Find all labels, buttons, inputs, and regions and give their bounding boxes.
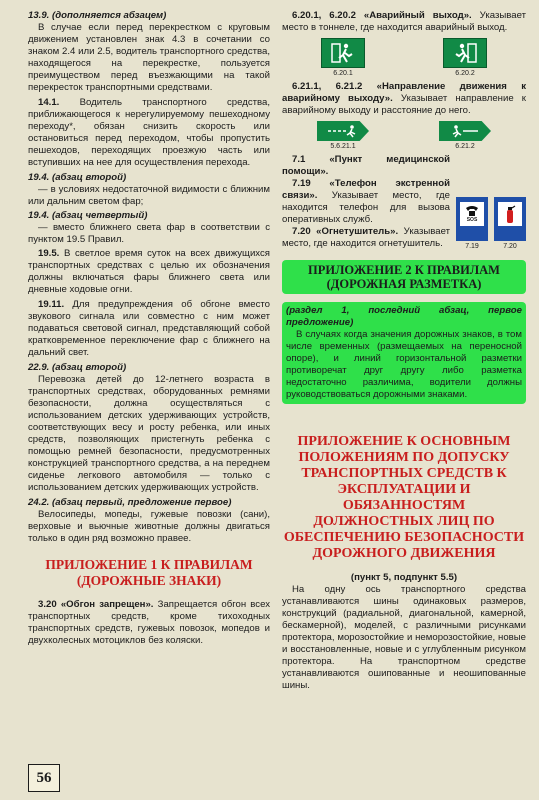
sign-6-20-1 xyxy=(321,38,365,77)
section-block xyxy=(282,226,450,250)
section-heading: 24.2. (абзац первый, предложение первое) xyxy=(28,497,232,508)
emergency-exit-signs xyxy=(282,38,526,77)
section-block xyxy=(28,599,270,647)
section-block xyxy=(28,248,270,296)
section-text: Указывает место, где находится огнетушитель. xyxy=(282,226,450,249)
running-man-icon xyxy=(321,38,365,68)
service-signs xyxy=(456,154,526,250)
sign-6-21-1 xyxy=(317,121,369,150)
sign-caption: 5.6.21.1 xyxy=(330,143,356,150)
section-heading: 6.20.1, 6.20.2 «Аварийный выход». xyxy=(292,10,472,21)
sign-6-20-2 xyxy=(443,38,487,77)
page-number: 56 xyxy=(28,764,60,792)
direction-arrow-icon xyxy=(317,121,369,141)
appendix-2-subtitle: (раздел 1, последний абзац, первое предложение) xyxy=(286,305,522,328)
sign-6-21-2 xyxy=(439,121,491,150)
appendix-3-subtitle: (пункт 5, подпункт 5.5) xyxy=(350,572,458,583)
left-column xyxy=(28,10,270,647)
sign-caption: 7.20 xyxy=(503,243,517,250)
section-heading: 19.4. (абзац второй) xyxy=(28,172,127,183)
appendix-2-body xyxy=(282,302,526,404)
sign-7-19 xyxy=(456,197,488,250)
section-text: Велосипеды, мопеды, гужевые повозки (сани), верховые и вьючные животные должны двигаться только в один ряд возможно правее. xyxy=(28,509,270,544)
service-signs-block xyxy=(282,154,526,250)
section-text: Указывает направление к аварийному выходу и расстояние до него. xyxy=(282,93,526,116)
section-heading: 19.11. xyxy=(38,299,65,310)
sign-caption: 7.19 xyxy=(465,243,479,250)
running-man-icon xyxy=(443,38,487,68)
section-block xyxy=(28,97,270,169)
section-text: В светлое время суток на всех движущихся транспортных средствах с целью их обозначения должны включаться фары ближнего света или дневные ходовые огни. xyxy=(28,248,270,295)
section-heading: 22.9. (абзац второй) xyxy=(28,362,127,373)
service-signs-text xyxy=(282,154,450,250)
sos-label: SOS xyxy=(466,217,478,223)
section-heading: 3.20 «Обгон запрещен». xyxy=(38,599,154,610)
fire-extinguisher-icon xyxy=(498,202,522,226)
appendix-3-text: На одну ось транспортного средства устанавливаются шины одинаковых размеров, конструкций (радиальной, диагональной, камерной, бескамерной), моделей, с различными рисунками протектора, морозостойкие и неморозостойкие, новые и восстановленные, новые и с углубленным рисунком протектора. На транспортном средстве устанавливаются ошипованные и неошипованные шины. xyxy=(282,584,526,691)
section-block xyxy=(282,10,526,34)
section-text: В случае если перед перекрестком с круговым движением установлен знак 4.3 в сочетании со знаком 2.4 или 2.5, водитель транспортного средства, находящегося на перекрестке, пользуется преимуществом перед въезжающими на такой перекресток транспортными средствами. xyxy=(28,22,270,93)
section-heading: 7.20 «Огнетушитель». xyxy=(292,226,399,237)
section-heading: 14.1. xyxy=(38,97,60,108)
section-block xyxy=(282,81,526,117)
sign-caption: 6.21.2 xyxy=(455,143,475,150)
section-text: Водитель транспортного средства, приближающегося к нерегулируемому пешеходному переходу*, обязан снизить скорость или остановиться перед переходом, чтобы пропустить пешеходов, переходящих проезжую часть или вступивших на нее для осуществления перехода. xyxy=(28,97,271,168)
section-heading: 19.4. (абзац четвертый) xyxy=(28,210,148,221)
section-heading: 13.9. (дополняется абзацем) xyxy=(28,10,167,21)
appendix-3-title: ПРИЛОЖЕНИЕ К ОСНОВНЫМ ПОЛОЖЕНИЯМ ПО ДОПУСКУ ТРАНСПОРТНЫХ СРЕДСТВ К ЭКСПЛУАТАЦИИ И ОБЯЗАННОСТЯМ ДОЛЖНОСТНЫХ ЛИЦ ПО ОБЕСПЕЧЕНИЮ БЕЗОПАСНОСТИ ДОРОЖНОГО ДВИЖЕНИЯ xyxy=(283,434,525,561)
direction-arrow-icon xyxy=(439,121,491,141)
sign-caption: 6.20.2 xyxy=(455,70,475,77)
sign-7-20 xyxy=(494,197,526,250)
phone-icon xyxy=(460,202,484,226)
section-block xyxy=(282,178,450,226)
sign-caption: 6.20.1 xyxy=(333,70,353,77)
section-text: Указывает место, где находится телефон для вызова оперативных служб. xyxy=(282,190,450,225)
section-text: Перевозка детей до 12-летнего возраста в транспортных средствах, оборудованных ремнями безопасности, должна осуществляться с использованием детских удерживающих устройств, соответствующих весу и росту ребенка, или иных средств, позволяющих пристегнуть ребенка с помощью ремней безопасности, предусмотренных конструкцией транспортного средства, а на переднем сиденье легкового автомобиля — только с использованием детских удерживающих устройств. xyxy=(28,374,270,493)
section-heading: 19.5. xyxy=(38,248,60,259)
section-text: — в условиях недостаточной видимости с ближним или дальним светом фар; xyxy=(28,184,270,207)
section-heading: 6.21.1, 6.21.2 «Направление движения к аварийному выходу». xyxy=(282,81,526,104)
section-text: Запрещается обгон всех транспортных средств, кроме тихоходных транспортных средств, гужевых повозок, мопедов и двухколесных мотоциклов без коляски. xyxy=(28,599,271,646)
section-heading: 7.1 «Пункт медицинской помощи». xyxy=(282,154,450,177)
section-text: Для предупреждения об обгоне вместо звукового сигнала или совместно с ним может подаваться световой сигнал, представляющий собой кратковременное переключение фар с ближнего на дальний свет. xyxy=(28,299,270,358)
section-text: — вместо ближнего света фар в соответствии с пунктом 19.5 Правил. xyxy=(28,222,270,245)
appendix-2-header xyxy=(282,260,526,294)
direction-signs xyxy=(282,121,526,150)
section-text: Указывает место в тоннеле, где находится аварийный выход. xyxy=(282,10,526,33)
section-heading: 7.19 «Телефон экстренной связи». xyxy=(282,178,450,201)
appendix-2-text: В случаях когда значения дорожных знаков, в том числе временных (размещаемых на переносной опоре), и линий горизонтальной разметки противоречат друг другу либо разметка недостаточно различима, водители должны руководствоваться дорожными знаками. xyxy=(286,329,522,400)
appendix-1-title: ПРИЛОЖЕНИЕ 1 К ПРАВИЛАМ (ДОРОЖНЫЕ ЗНАКИ) xyxy=(45,557,253,588)
right-column xyxy=(282,10,526,692)
section-block xyxy=(282,154,450,178)
appendix-2-title: ПРИЛОЖЕНИЕ 2 К ПРАВИЛАМ (ДОРОЖНАЯ РАЗМЕТКА) xyxy=(308,263,500,291)
section-block xyxy=(28,299,270,359)
